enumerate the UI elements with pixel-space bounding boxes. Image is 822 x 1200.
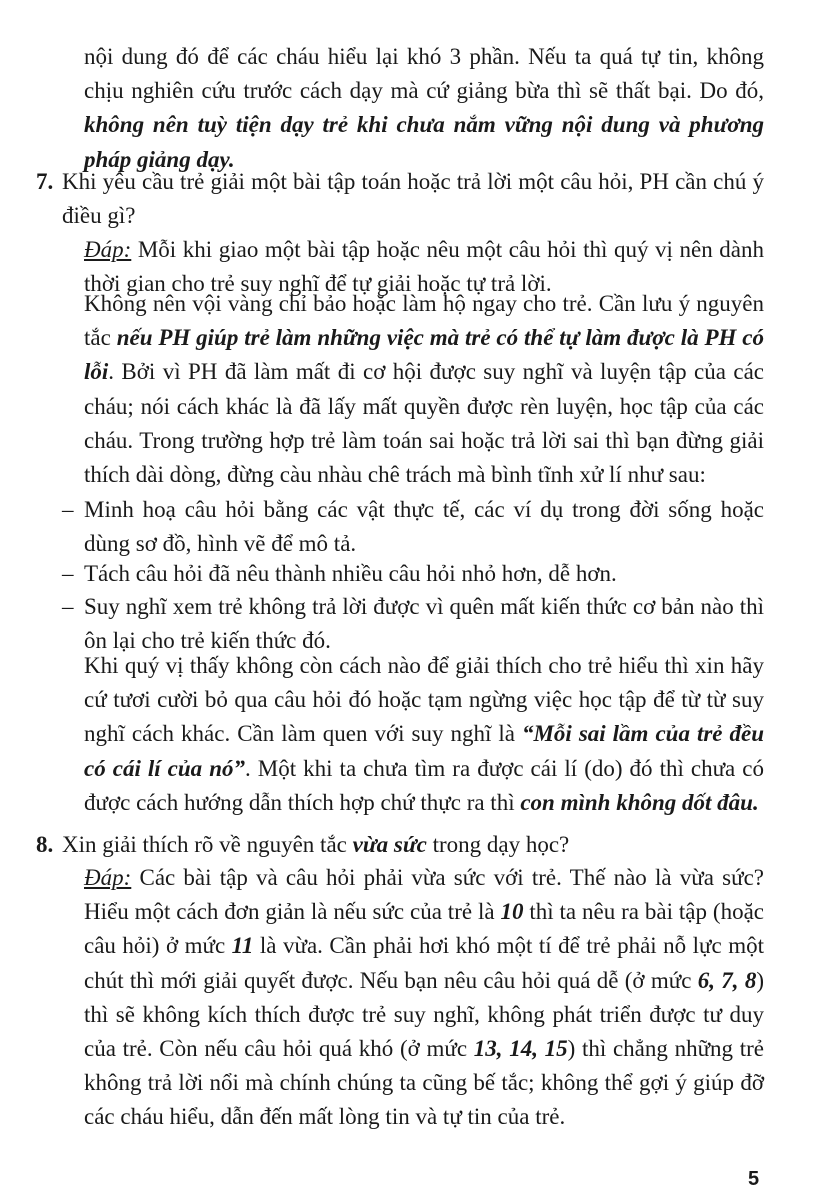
para3-text-a: Khi quý vị thấy không còn cách nào để giải thích cho trẻ hiểu thì xin hãy cứ tươi cười bỏ qua câu hỏi đó hoặc tạm ngừng việc học tập để từ từ suy nghĩ cách khác. Cần làm quen với suy nghĩ là — [84, 653, 764, 747]
question-7-paragraph-3 — [84, 649, 764, 820]
question-8-text — [62, 828, 764, 862]
q8-emphasis: vừa sức — [352, 832, 427, 857]
q8-answer-text-5: ) thì chẳng những trẻ không trả lời nổi mà chính chúng ta cũng bế tắc; không thể gợi ý giúp đỡ các cháu hiểu, dẫn đến mất lòng tin và tự tin của trẻ. — [84, 1036, 764, 1130]
question-7-text: Khi yêu cầu trẻ giải một bài tập toán hoặc trả lời một câu hỏi, PH cần chú ý điều gì? — [62, 169, 764, 229]
q8-answer-text-3: là vừa. Cần phải hơi khó một tí để trẻ phải nỗ lực một chút thì mới giải quyết được. Nếu bạn nêu câu hỏi quá dễ (ở mức — [84, 933, 764, 993]
intro-paragraph — [84, 40, 764, 177]
para3-quote: “Mỗi sai lầm của trẻ đều có cái lí của nó” — [84, 721, 765, 781]
q8-text-b: trong dạy học? — [426, 832, 570, 857]
question-8-answer — [84, 861, 764, 1135]
answer-text: Mỗi khi giao một bài tập hoặc nêu một câu hỏi thì quý vị nên dành thời gian cho trẻ suy nghĩ để tự giải hoặc tự trả lời. — [84, 237, 764, 297]
intro-text: nội dung đó để các cháu hiểu lại khó 3 phần. Nếu ta quá tự tin, không chịu nghiên cứu trước cách dạy mà cứ giảng bừa thì sẽ thất bại. Do đó, — [84, 44, 764, 104]
intro-emphasis: không nên tuỳ tiện dạy trẻ khi chưa nắm vững nội dung và phương pháp giảng dạy. — [84, 112, 764, 172]
answer-label: Đáp: — [84, 865, 132, 890]
para2-emphasis: nếu PH giúp trẻ làm những việc mà trẻ có thể tự làm được là PH có lỗi — [84, 325, 764, 385]
q8-answer-text-4: ) thì sẽ không kích thích được trẻ suy nghĩ, không phát triển được tư duy của trẻ. Còn nếu câu hỏi quá khó (ở mức — [84, 967, 765, 1062]
page-number: 5 — [748, 1168, 760, 1190]
bullet-item-3: Suy nghĩ xem trẻ không trả lời được vì quên mất kiến thức cơ bản nào thì ôn lại cho trẻ kiến thức đó. — [84, 594, 764, 654]
bullet-dash: – — [62, 594, 74, 619]
bullet-item-1: Minh hoạ câu hỏi bằng các vật thực tế, các ví dụ trong đời sống hoặc dùng sơ đồ, hình vẽ để mô tả. — [84, 497, 764, 557]
q8-answer-text-1: Các bài tập và câu hỏi phải vừa sức với trẻ. Thế nào là vừa sức? Hiểu một cách đơn giản là nếu sức của trẻ là — [84, 865, 764, 925]
bullet-dash: – — [62, 497, 74, 522]
bullet-item-2: Tách câu hỏi đã nêu thành nhiều câu hỏi nhỏ hơn, dễ hơn. — [84, 561, 617, 586]
para2-text-a: Không nên vội vàng chỉ bảo hoặc làm hộ ngay cho trẻ. Cần lưu ý nguyên tắc — [84, 291, 764, 351]
q8-number-11: 11 — [231, 933, 254, 959]
q8-numbers-6-7-8: 6, 7, 8 — [697, 967, 757, 993]
question-8-number: 8. — [36, 832, 54, 857]
para2-text-b: . Bởi vì PH đã làm mất đi cơ hội được suy nghĩ và luyện tập của các cháu; nói cách khác là đã lấy mất quyền được rèn luyện, học tập của các cháu. Trong trường hợp trẻ làm toán sai hoặc trả lời sai thì bạn đừng giải thích dài dòng, đừng càu nhàu chê trách mà bình tĩnh xử lí như sau: — [84, 359, 764, 488]
question-7-number: 7. — [36, 169, 54, 194]
q8-text-a: Xin giải thích rõ về nguyên tắc — [62, 832, 353, 857]
q8-answer-text-2: thì ta nêu ra bài tập (hoặc câu hỏi) ở mức — [84, 899, 764, 959]
para3-emphasis: con mình không dốt đâu. — [520, 789, 759, 815]
para3-text-b: . Một khi ta chưa tìm ra được cái lí (do) đó thì chưa có được cách hướng dẫn thích hợp chứ thực ra thì — [84, 755, 764, 815]
answer-label: Đáp: — [84, 237, 132, 262]
q8-number-10: 10 — [500, 899, 524, 925]
question-7-paragraph-2 — [84, 287, 764, 492]
q8-numbers-13-14-15: 13, 14, 15 — [473, 1036, 568, 1062]
bullet-dash: – — [62, 561, 74, 586]
